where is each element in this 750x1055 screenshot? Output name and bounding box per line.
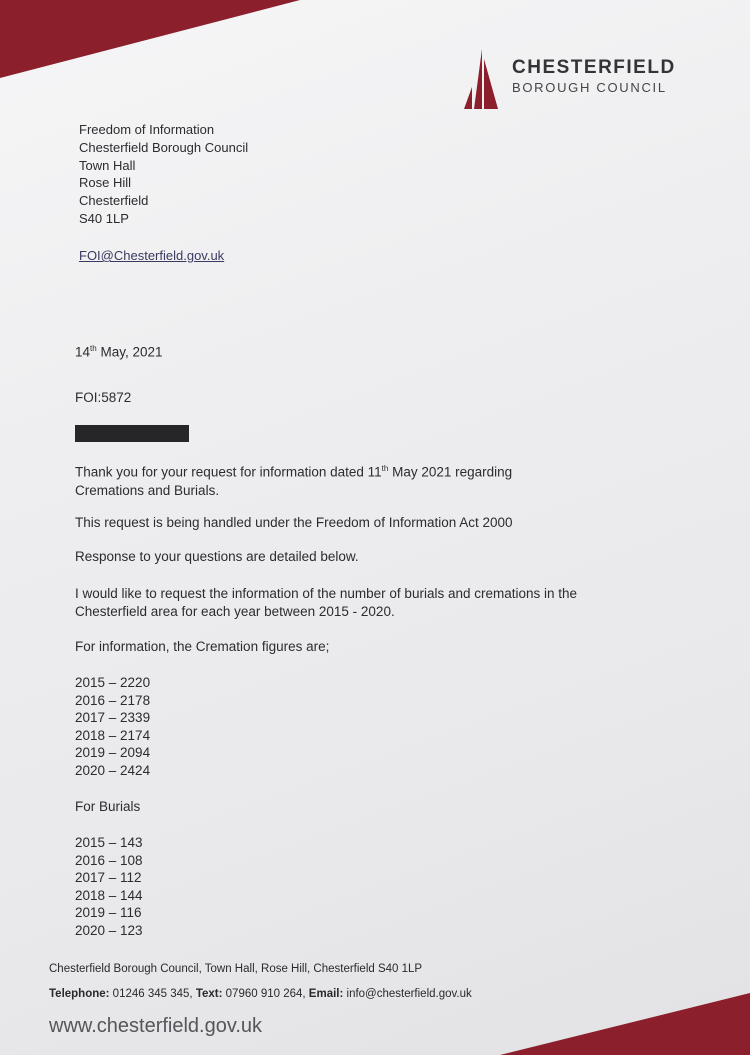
telephone-label: Telephone: (49, 988, 110, 1000)
date-rest: May, 2021 (96, 344, 163, 360)
logo-subtitle: BOROUGH COUNCIL (512, 80, 667, 95)
thanks-line-1 (75, 460, 512, 482)
foi-reference: FOI:5872 (75, 390, 132, 405)
logo-name: CHESTERFIELD (512, 57, 676, 78)
act-statement: This request is being handled under the Freedom of Information Act 2000 (75, 515, 513, 530)
date-day: 14 (75, 344, 91, 360)
address-line: Chesterfield (79, 193, 149, 209)
list-item: 2020 – 123 (75, 922, 143, 938)
list-item: 2019 – 2094 (75, 745, 151, 760)
response-intro: Response to your questions are detailed below. (75, 549, 359, 564)
list-item: 2020 – 2424 (75, 762, 151, 778)
telephone-number: 01246 345 345, (109, 988, 196, 1000)
cremation-figures-list (75, 674, 150, 779)
bottom-right-corner-band (500, 993, 750, 1055)
council-logo (462, 47, 702, 113)
foi-email-link[interactable]: FOI@Chesterfield.gov.uk (79, 248, 225, 263)
footer-contact-line (49, 988, 472, 1000)
thanks-paragraph (75, 460, 512, 500)
redacted-name-block (75, 425, 189, 442)
top-left-corner-band (0, 0, 300, 78)
list-item: 2016 – 2178 (75, 692, 151, 708)
address-line: S40 1LP (79, 210, 129, 226)
spire-logo-icon (462, 47, 502, 111)
date-ordinal: th (90, 344, 97, 353)
email-label: Email: (308, 988, 344, 1000)
thanks-line-1-ordinal: th (381, 464, 389, 473)
website-link[interactable]: www.chesterfield.gov.uk (49, 1015, 263, 1037)
list-item: 2019 – 116 (75, 905, 142, 920)
footer-address: Chesterfield Borough Council, Town Hall, Rose Hill, Chesterfield S40 1LP (49, 963, 423, 975)
thanks-line-1-end: May 2021 regarding (388, 464, 513, 480)
address-line: Town Hall (79, 157, 136, 173)
letter-date (75, 340, 163, 362)
list-item: 2015 – 2220 (75, 675, 151, 690)
list-item: 2018 – 2174 (75, 727, 151, 743)
sender-address (79, 121, 248, 228)
cremation-intro: For information, the Cremation figures are; (75, 639, 330, 654)
list-item: 2018 – 144 (75, 887, 143, 903)
question-line-2: Chesterfield area for each year between 2015 - 2020. (75, 604, 395, 619)
text-label: Text: (195, 988, 223, 1000)
list-item: 2017 – 112 (75, 870, 142, 885)
burials-heading: For Burials (75, 799, 141, 814)
thanks-line-1-start: Thank you for your request for information dated 11 (75, 464, 382, 480)
text-number: 07960 910 264, (222, 988, 309, 1000)
address-line: Freedom of Information (79, 122, 215, 137)
question-line-1: I would like to request the information of the number of burials and cremations in the (75, 586, 578, 601)
address-line: Rose Hill (79, 175, 132, 191)
request-question (75, 585, 577, 621)
address-line: Chesterfield Borough Council (79, 139, 249, 155)
thanks-line-2: Cremations and Burials. (75, 482, 220, 498)
list-item: 2016 – 108 (75, 852, 143, 868)
burial-figures-list (75, 834, 143, 939)
list-item: 2015 – 143 (75, 835, 143, 850)
footer-email-link[interactable]: info@chesterfield.gov.uk (343, 988, 472, 1000)
list-item: 2017 – 2339 (75, 710, 151, 725)
